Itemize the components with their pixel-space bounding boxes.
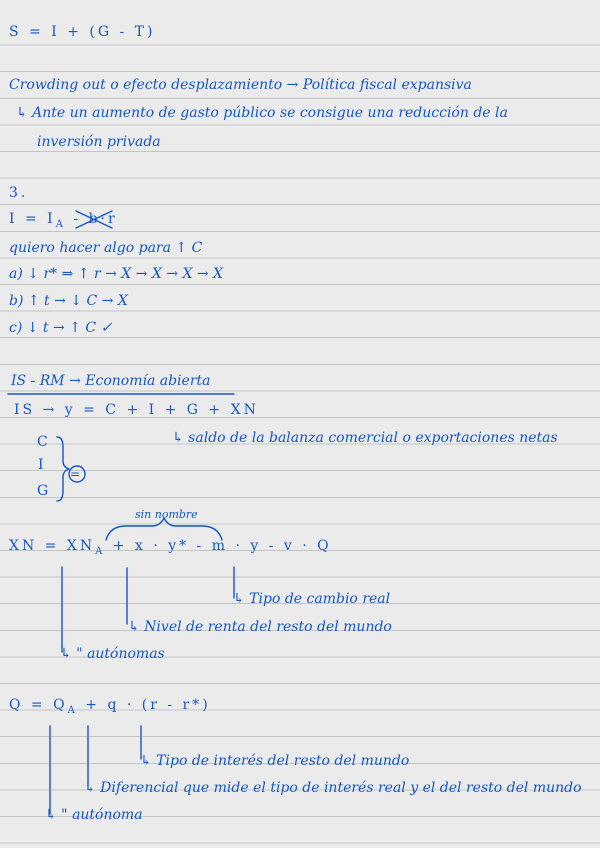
label-autonomous-2: ↳ " autónoma (45, 807, 143, 823)
trade-balance-note: ↳ saldo de la balanza comercial o exportaciones netas (172, 430, 558, 446)
option-b: b) ↑ t → ↓ C → X (9, 293, 128, 309)
option-a: a) ↓ r* ⇒ ↑ r → X → X → X → X (9, 266, 224, 282)
investment-equation-subscript: A (55, 218, 66, 230)
label-autonomous-1: ↳ " autónomas (60, 646, 165, 662)
section-number: 3. (9, 185, 29, 201)
component-g: G (37, 483, 52, 499)
q-equation (9, 696, 211, 720)
component-c: C (37, 434, 51, 450)
label-real-exchange-rate: ↳ Tipo de cambio real (233, 591, 391, 607)
savings-equation: S = I + (G - T) (9, 24, 156, 40)
crowding-out-explanation-line-2: inversión privada (37, 134, 161, 150)
component-i: I (38, 457, 47, 473)
label-foreign-income: ↳ Nivel de renta del resto del mundo (128, 619, 392, 635)
xn-equation (9, 537, 332, 561)
label-foreign-interest-rate: ↳ Tipo de interés del resto del mundo (140, 753, 410, 769)
option-c: c) ↓ t → ↑ C ✓ (9, 320, 113, 336)
q-equation-tail: + q · (r - r*) (85, 697, 211, 713)
crowding-out-explanation-line-1: ↳ Ante un aumento de gasto público se consigue una reducción de la (16, 105, 508, 121)
investment-equation-lhs: I = I (9, 211, 56, 227)
circled-equals: = (70, 467, 81, 481)
is-rm-heading: IS - RM → Economía abierta (11, 373, 211, 389)
sin-nombre-label: sin nombre (135, 508, 198, 521)
xn-equation-tail: + x · y* - m · y - v · Q (112, 538, 332, 554)
xn-equation-lhs: XN = XN (9, 538, 96, 554)
is-equation: IS → y = C + I + G + XN (14, 402, 259, 418)
goal-statement: quiero hacer algo para ↑ C (9, 240, 203, 256)
label-interest-differential: ↳ Diferencial que mide el tipo de interés real y el del resto del mundo (84, 780, 582, 796)
xn-equation-subscript: A (95, 545, 106, 557)
investment-equation (9, 210, 118, 234)
q-equation-subscript: A (67, 704, 78, 716)
crowding-out-heading: Crowding out o efecto desplazamiento → Política fiscal expansiva (9, 77, 472, 93)
investment-equation-tail: - b·r (73, 211, 118, 227)
q-equation-lhs: Q = Q (9, 697, 68, 713)
